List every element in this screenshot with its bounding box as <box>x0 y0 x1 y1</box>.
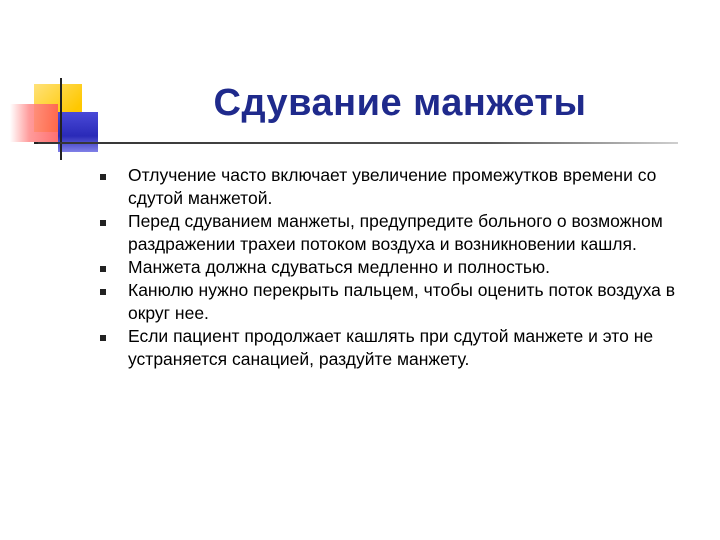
bullet-item <box>100 279 705 325</box>
bullet-item <box>100 325 705 371</box>
bullet-text: Канюлю нужно перекрыть пальцем, чтобы оценить поток воздуха в округ нее. <box>128 280 676 323</box>
square-bullet-icon <box>100 335 106 341</box>
blue-square-decoration <box>58 112 98 152</box>
bullet-item <box>100 256 705 279</box>
bullet-list <box>100 164 705 371</box>
bullet-text: Манжета должна сдуваться медленно и полностью. <box>128 257 550 277</box>
square-bullet-icon <box>100 266 106 272</box>
red-gradient-decoration <box>10 104 58 142</box>
square-bullet-icon <box>100 289 106 295</box>
bullet-item <box>100 164 705 210</box>
vertical-line-decoration <box>60 78 62 160</box>
bullet-text: Перед сдуванием манжеты, предупредите больного о возможном раздражении трахеи потоком воздуха и возникновении кашля. <box>128 211 663 254</box>
decorative-corner-ornament <box>0 0 110 170</box>
bullet-item <box>100 210 705 256</box>
slide-title: Сдувание манжеты <box>213 82 587 124</box>
bullet-text: Отлучение часто включает увеличение промежутков времени со сдутой манжетой. <box>128 165 657 208</box>
square-bullet-icon <box>100 174 106 180</box>
title-underline-rule <box>38 142 678 144</box>
square-bullet-icon <box>100 220 106 226</box>
bullet-text: Если пациент продолжает кашлять при сдутой манжете и это не устраняется санацией, раздуйте манжету. <box>128 326 654 369</box>
